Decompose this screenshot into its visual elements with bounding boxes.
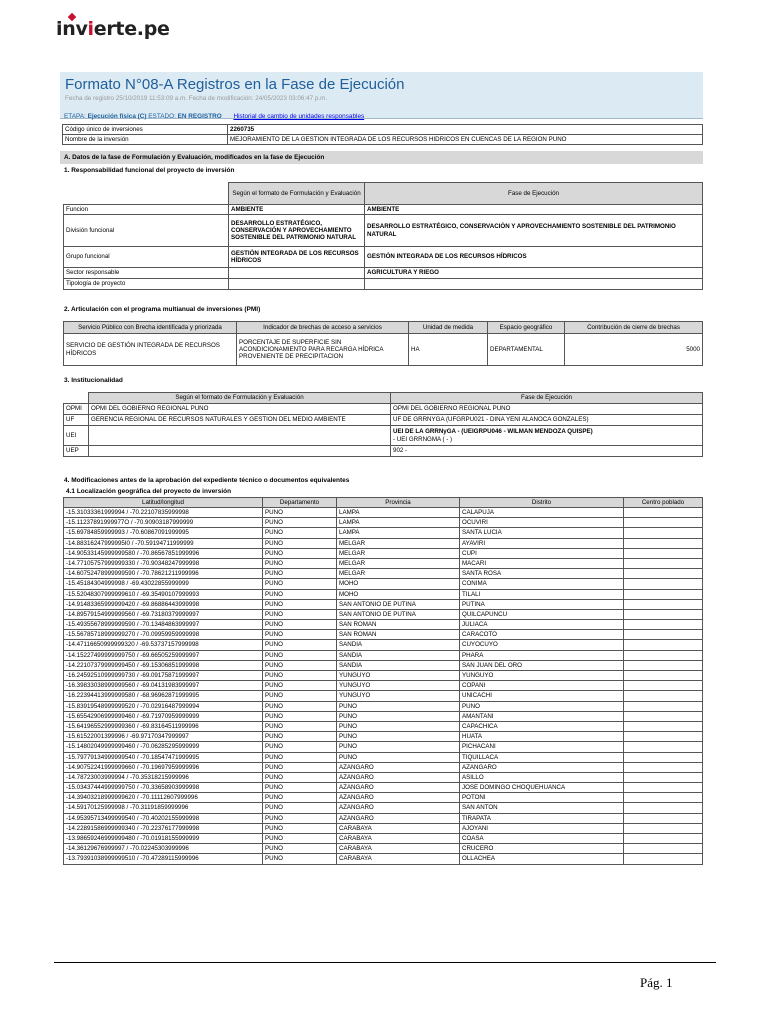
- loc-latlon: -14.47116650999999320 / -69.53737157999998: [64, 640, 263, 650]
- table-row: [64, 589, 703, 599]
- table-row: [64, 671, 703, 681]
- loc-departamento: PUNO: [263, 834, 337, 844]
- localizacion-rows: [64, 508, 703, 865]
- loc-latlon: -15.79779134999999540 / -70.18547471999995: [64, 752, 263, 762]
- table-row: [64, 844, 703, 854]
- loc-centro: [624, 681, 703, 691]
- table-row: [64, 681, 703, 691]
- logo-text-1: inv: [56, 18, 88, 40]
- loc-distrito: CALAPUJA: [460, 508, 624, 518]
- loc-centro: [624, 630, 703, 640]
- loc-provincia: AZANGARO: [337, 803, 460, 813]
- loc-centro: [624, 844, 703, 854]
- footer-rule: [54, 962, 716, 963]
- loc-centro: [624, 528, 703, 538]
- table-row: [64, 721, 703, 731]
- loc-latlon: -15.14802049999999460 / -70.06285295999999: [64, 742, 263, 752]
- loc-latlon: -14.22891586999999340 / -70.22376177999998: [64, 823, 263, 833]
- loc-latlon: -15.52048307999999610 / -69.35490107999993: [64, 589, 263, 599]
- etapa-line: [64, 113, 364, 120]
- loc-distrito: CUYOCUYO: [460, 640, 624, 650]
- loc-departamento: PUNO: [263, 609, 337, 619]
- table-row: [64, 752, 703, 762]
- loc-distrito: MACARI: [460, 558, 624, 568]
- loc-distrito: AYAVIRI: [460, 538, 624, 548]
- funcion-fe: AMBIENTE: [229, 205, 365, 215]
- loc-latlon: -14.88316247999995I0 / -70.59194711999999: [64, 538, 263, 548]
- table-row: [64, 813, 703, 823]
- estado-value: EN REGISTRO: [177, 113, 222, 120]
- loc-latlon: -15.65542906999999460 / -69.71970959999999: [64, 711, 263, 721]
- loc-distrito: AMANTANI: [460, 711, 624, 721]
- pmi-header-indicador: Indicador de brechas de acceso a servicios: [237, 322, 409, 334]
- table-row: [64, 803, 703, 813]
- table-row: [64, 579, 703, 589]
- loc-centro: [624, 803, 703, 813]
- loc-provincia: AZANGARO: [337, 762, 460, 772]
- table-row: [64, 599, 703, 609]
- loc-provincia: LAMPA: [337, 518, 460, 528]
- logo-text-2: erte.pe: [93, 18, 170, 40]
- division-ej: DESARROLLO ESTRATÉGICO, CONSERVACIÓN Y APROVECHAMIENTO SOSTENIBLE DEL PATRIMONIO NATURAL: [365, 215, 703, 247]
- historial-link[interactable]: Historial de cambio de unidades responsables: [233, 113, 365, 120]
- loc-latlon: -15.83919548999999520 / -70.02916487999994: [64, 701, 263, 711]
- loc-distrito: YUNGUYO: [460, 671, 624, 681]
- table-row: [64, 762, 703, 772]
- pmi-header-contribucion: Contribución de cierre de brechas: [565, 322, 703, 334]
- loc-latlon: -14.78723003999994 / -70.35318215999996: [64, 772, 263, 782]
- table-row: [64, 783, 703, 793]
- loc-departamento: PUNO: [263, 711, 337, 721]
- table-row: [64, 548, 703, 558]
- pmi-header-unidad: Unidad de medida: [409, 322, 488, 334]
- loc-centro: [624, 721, 703, 731]
- loc-provincia: CARABAYA: [337, 854, 460, 864]
- loc-centro: [624, 620, 703, 630]
- loc-header-centro: Centro poblado: [624, 498, 703, 508]
- invierte-logo[interactable]: [56, 18, 170, 40]
- section-a-bar: [60, 151, 703, 164]
- loc-departamento: PUNO: [263, 762, 337, 772]
- page-title: Formato N°08-A Registros en la Fase de Ejecución: [65, 76, 405, 93]
- loc-header-distrito: Distrito: [460, 498, 624, 508]
- table-row: [64, 660, 703, 670]
- loc-departamento: PUNO: [263, 701, 337, 711]
- opmi-fe: OPMI DEL GOBIERNO REGIONAL PUNO: [89, 404, 391, 415]
- loc-distrito: JOSE DOMINGO CHOQUEHUANCA: [460, 783, 624, 793]
- table-row: [64, 650, 703, 660]
- funcion-ej: AMBIENTE: [365, 205, 703, 215]
- loc-departamento: PUNO: [263, 579, 337, 589]
- loc-latlon: -14.77105757999999330 / -70.90348247999998: [64, 558, 263, 568]
- loc-latlon: -14.90533145999999580 / -70.86567851999996: [64, 548, 263, 558]
- loc-departamento: PUNO: [263, 681, 337, 691]
- loc-departamento: PUNO: [263, 721, 337, 731]
- col-ejecucion-header: Fase de Ejecución: [365, 183, 703, 205]
- loc-latlon: -14.95395713499999540 / -70.40202155999998: [64, 813, 263, 823]
- loc-departamento: PUNO: [263, 660, 337, 670]
- loc-departamento: PUNO: [263, 793, 337, 803]
- table-row: [64, 834, 703, 844]
- table-row: [64, 538, 703, 548]
- loc-departamento: PUNO: [263, 589, 337, 599]
- loc-provincia: AZANGARO: [337, 772, 460, 782]
- sector-fe: [229, 268, 365, 279]
- loc-distrito: CAPACHICA: [460, 721, 624, 731]
- loc-distrito: ASILLO: [460, 772, 624, 782]
- loc-latlon: -15.45184304999998 / -69.43022855999999: [64, 579, 263, 589]
- responsabilidad-table: [63, 182, 703, 290]
- loc-distrito: CARACOTO: [460, 630, 624, 640]
- loc-distrito: PUTINA: [460, 599, 624, 609]
- loc-distrito: COASA: [460, 834, 624, 844]
- loc-distrito: PICHACANI: [460, 742, 624, 752]
- loc-provincia: AZANGARO: [337, 813, 460, 823]
- format-header: [60, 72, 703, 119]
- loc-provincia: PUNO: [337, 742, 460, 752]
- loc-provincia: CARABAYA: [337, 844, 460, 854]
- loc-provincia: SAN ROMAN: [337, 620, 460, 630]
- loc-latlon: -14.22107379999999450 / -69.15306851999998: [64, 660, 263, 670]
- table-row: [64, 854, 703, 864]
- codigo-value: 2260735: [228, 125, 703, 135]
- grupo-fe: GESTIÓN INTEGRADA DE LOS RECURSOS HÍDRICOS: [229, 247, 365, 268]
- loc-latlon: -15.31033361999994 / -70.22107835999998: [64, 508, 263, 518]
- loc-latlon: -15.03437444999999750 / -70.33658903999998: [64, 783, 263, 793]
- table-row: [64, 558, 703, 568]
- loc-latlon: -15.49355678999999590 / -70.13484863999997: [64, 620, 263, 630]
- loc-departamento: PUNO: [263, 732, 337, 742]
- loc-distrito: CUPI: [460, 548, 624, 558]
- loc-provincia: PUNO: [337, 701, 460, 711]
- uei-label: UEI: [64, 426, 89, 446]
- loc-provincia: PUNO: [337, 711, 460, 721]
- loc-centro: [624, 508, 703, 518]
- loc-provincia: MELGAR: [337, 558, 460, 568]
- loc-provincia: MELGAR: [337, 569, 460, 579]
- loc-provincia: SANDIA: [337, 660, 460, 670]
- loc-provincia: PUNO: [337, 732, 460, 742]
- division-label: División funcional: [64, 215, 229, 247]
- loc-latlon: -14.60752478999999590 / -70.78621211999996: [64, 569, 263, 579]
- loc-distrito: TILALI: [460, 589, 624, 599]
- inst-header-ejecucion: Fase de Ejecución: [391, 393, 703, 404]
- loc-centro: [624, 854, 703, 864]
- table-row: [64, 630, 703, 640]
- loc-departamento: PUNO: [263, 508, 337, 518]
- table-row: [64, 732, 703, 742]
- loc-provincia: SAN ROMAN: [337, 630, 460, 640]
- page-number: Pág. 1: [640, 975, 673, 990]
- loc-centro: [624, 701, 703, 711]
- investment-id-table: [62, 124, 703, 145]
- loc-departamento: PUNO: [263, 823, 337, 833]
- loc-distrito: OCUVIRI: [460, 518, 624, 528]
- loc-provincia: AZANGARO: [337, 783, 460, 793]
- loc-departamento: PUNO: [263, 813, 337, 823]
- loc-centro: [624, 793, 703, 803]
- uei-ej: [391, 426, 703, 446]
- tipologia-ej: [365, 279, 703, 290]
- loc-departamento: PUNO: [263, 558, 337, 568]
- loc-provincia: YUNGUYO: [337, 681, 460, 691]
- loc-centro: [624, 569, 703, 579]
- sector-label: Sector responsable: [64, 268, 229, 279]
- loc-centro: [624, 772, 703, 782]
- loc-centro: [624, 589, 703, 599]
- codigo-label: Código único de inversiones: [63, 125, 228, 135]
- table-row: [64, 711, 703, 721]
- loc-distrito: PUNO: [460, 701, 624, 711]
- loc-latlon: -15.56785718999999270 / -70.09959959999998: [64, 630, 263, 640]
- section-4-title: 4. Modificaciones antes de la aprobación del expediente técnico o documentos equivalentes: [64, 477, 350, 484]
- loc-departamento: PUNO: [263, 528, 337, 538]
- table-row: [64, 742, 703, 752]
- loc-departamento: PUNO: [263, 772, 337, 782]
- loc-provincia: SAN ANTONIO DE PUTINA: [337, 599, 460, 609]
- loc-centro: [624, 752, 703, 762]
- uf-ej: UF DE GRRNYGA (UFGRPU021 - DINA YENI ALANOCA GONZALES): [391, 415, 703, 426]
- section-3-title: 3. Institucionalidad: [64, 377, 123, 384]
- loc-provincia: SAN ANTONIO DE PUTINA: [337, 609, 460, 619]
- loc-centro: [624, 834, 703, 844]
- loc-departamento: PUNO: [263, 671, 337, 681]
- etapa-value: Ejecución física (C): [87, 113, 147, 120]
- loc-centro: [624, 762, 703, 772]
- uep-ej: 902 -: [391, 446, 703, 457]
- loc-latlon: -14.15227499999999750 / -69.66505259999997: [64, 650, 263, 660]
- tipologia-label: Tipología de proyecto: [64, 279, 229, 290]
- pmi-espacio: DEPARTAMENTAL: [488, 334, 565, 366]
- loc-centro: [624, 783, 703, 793]
- loc-header-provincia: Provincia: [337, 498, 460, 508]
- table-row: [64, 518, 703, 528]
- loc-provincia: SANDIA: [337, 640, 460, 650]
- uei-ej-sub: - UEI GRRNGMA ( - ): [393, 435, 453, 443]
- uep-label: UEP: [64, 446, 89, 457]
- loc-distrito: TIRAPATA: [460, 813, 624, 823]
- funcion-label: Funcion: [64, 205, 229, 215]
- loc-distrito: TIQUILLACA: [460, 752, 624, 762]
- localizacion-table: [63, 497, 703, 865]
- pmi-table: [63, 321, 703, 366]
- loc-centro: [624, 599, 703, 609]
- pmi-contribucion: 5000: [565, 334, 703, 366]
- loc-provincia: MELGAR: [337, 538, 460, 548]
- pmi-indicador: PORCENTAJE DE SUPERFICIE SIN ACONDICIONAMIENTO PARA RECARGA HÍDRICA PROVENIENTE DE PRECIPITACION: [237, 334, 409, 366]
- table-row: [64, 528, 703, 538]
- loc-provincia: CARABAYA: [337, 823, 460, 833]
- opmi-label: OPMI: [64, 404, 89, 415]
- loc-departamento: PUNO: [263, 518, 337, 528]
- pmi-servicio: SERVICIO DE GESTIÓN INTEGRADA DE RECURSOS HÍDRICOS: [64, 334, 237, 366]
- loc-distrito: SAN JUAN DEL ORO: [460, 660, 624, 670]
- loc-latlon: -14.90752241999999660 / -70.19697959999996: [64, 762, 263, 772]
- loc-distrito: POTONI: [460, 793, 624, 803]
- nombre-value: MEJORAMIENTO DE LA GESTION INTEGRADA DE LOS RECURSOS HIDRICOS EN CUENCAS DE LA REGION PUNO: [228, 135, 703, 145]
- sector-ej: AGRICULTURA Y RIEGO: [365, 268, 703, 279]
- loc-centro: [624, 732, 703, 742]
- loc-provincia: CARABAYA: [337, 834, 460, 844]
- tipologia-fe: [229, 279, 365, 290]
- loc-centro: [624, 711, 703, 721]
- loc-distrito: AJOYANI: [460, 823, 624, 833]
- uei-ej-main: UEI DE LA GRRNyGA - (UEIGRPU046 - WILMAN MENDOZA QUISPE): [393, 428, 593, 436]
- loc-departamento: PUNO: [263, 783, 337, 793]
- loc-departamento: PUNO: [263, 630, 337, 640]
- loc-departamento: PUNO: [263, 538, 337, 548]
- loc-departamento: PUNO: [263, 742, 337, 752]
- loc-departamento: PUNO: [263, 650, 337, 660]
- loc-latlon: -14.36129676999997 / -70.02245303999996: [64, 844, 263, 854]
- table-row: [64, 569, 703, 579]
- loc-latlon: -13.79391038999999510 / -70.47289115999996: [64, 854, 263, 864]
- loc-centro: [624, 518, 703, 528]
- loc-provincia: LAMPA: [337, 508, 460, 518]
- loc-distrito: UNICACHI: [460, 691, 624, 701]
- loc-centro: [624, 671, 703, 681]
- loc-departamento: PUNO: [263, 803, 337, 813]
- loc-distrito: AZANGARO: [460, 762, 624, 772]
- loc-centro: [624, 691, 703, 701]
- logo-text-accent: i: [87, 18, 94, 40]
- loc-distrito: SANTA ROSA: [460, 569, 624, 579]
- uf-label: UF: [64, 415, 89, 426]
- loc-distrito: QUILCAPUNCU: [460, 609, 624, 619]
- loc-provincia: YUNGUYO: [337, 671, 460, 681]
- table-row: [64, 508, 703, 518]
- loc-distrito: CRUCERO: [460, 844, 624, 854]
- loc-latlon: -14.91483365999999420 / -69.86886443999998: [64, 599, 263, 609]
- loc-distrito: SAN ANTON: [460, 803, 624, 813]
- loc-provincia: YUNGUYO: [337, 691, 460, 701]
- loc-provincia: PUNO: [337, 752, 460, 762]
- loc-centro: [624, 558, 703, 568]
- loc-centro: [624, 609, 703, 619]
- loc-departamento: PUNO: [263, 844, 337, 854]
- table-row: [64, 609, 703, 619]
- loc-header-departamento: Departamento: [263, 498, 337, 508]
- loc-centro: [624, 538, 703, 548]
- loc-latlon: -14.59170125999998 / -70.31191859999996: [64, 803, 263, 813]
- loc-departamento: PUNO: [263, 691, 337, 701]
- estado-label: ESTADO:: [148, 113, 176, 120]
- col-formulacion-header: Según el formato de Formulación y Evaluación: [229, 183, 365, 205]
- grupo-ej: GESTIÓN INTEGRADA DE LOS RECURSOS HÍDRICOS: [365, 247, 703, 268]
- loc-provincia: LAMPA: [337, 528, 460, 538]
- loc-departamento: PUNO: [263, 569, 337, 579]
- loc-provincia: AZANGARO: [337, 793, 460, 803]
- loc-latlon: -16.39833038999999560 / -69.04131983999997: [64, 681, 263, 691]
- loc-centro: [624, 742, 703, 752]
- loc-centro: [624, 579, 703, 589]
- inst-header-formulacion: Según el formato de Formulación y Evaluación: [89, 393, 391, 404]
- loc-latlon: -16.24592510999999730 / -69.09175871999997: [64, 671, 263, 681]
- pmi-header-servicio: Servicio Público con Brecha identificada y priorizada: [64, 322, 237, 334]
- table-row: [64, 620, 703, 630]
- loc-centro: [624, 660, 703, 670]
- loc-centro: [624, 650, 703, 660]
- etapa-label: ETAPA:: [64, 113, 86, 120]
- loc-centro: [624, 640, 703, 650]
- loc-departamento: PUNO: [263, 854, 337, 864]
- loc-provincia: MELGAR: [337, 548, 460, 558]
- loc-latlon: -14.89579154999999560 / -69.73180379999997: [64, 609, 263, 619]
- loc-departamento: PUNO: [263, 620, 337, 630]
- table-row: [64, 701, 703, 711]
- loc-distrito: COPANI: [460, 681, 624, 691]
- uep-fe: [89, 446, 391, 457]
- record-dates: Fecha de registro 25/10/2019 11:53:09 a.m. Fecha de modificación: 24/05/2023 03:06:47 p.m.: [65, 95, 328, 102]
- loc-latlon: -15.64196552999999360 / -69.83164511999996: [64, 721, 263, 731]
- loc-latlon: -15.69784859999993 / -70.60867091999995: [64, 528, 263, 538]
- table-row: [64, 691, 703, 701]
- loc-distrito: OLLACHEA: [460, 854, 624, 864]
- loc-latlon: -13.98659246999999480 / -70.01918155999999: [64, 834, 263, 844]
- loc-distrito: PHARA: [460, 650, 624, 660]
- loc-provincia: MOHO: [337, 589, 460, 599]
- loc-provincia: PUNO: [337, 721, 460, 731]
- division-fe: DESARROLLO ESTRATÉGICO, CONSERVACIÓN Y APROVECHAMIENTO SOSTENIBLE DEL PATRIMONIO NATURAL: [229, 215, 365, 247]
- institucionalidad-table: [63, 392, 703, 457]
- loc-header-latlon: Latitud/longitud: [64, 498, 263, 508]
- loc-latlon: -15.11237891999977O / -70.90903187999999: [64, 518, 263, 528]
- loc-latlon: -14.39403218999999620 / -70.11112607999996: [64, 793, 263, 803]
- table-row: [64, 823, 703, 833]
- section-1-title: 1. Responsabilidad funcional del proyecto de inversión: [64, 167, 235, 174]
- pmi-unidad: HA: [409, 334, 488, 366]
- loc-centro: [624, 548, 703, 558]
- loc-distrito: SANTA LUCIA: [460, 528, 624, 538]
- uf-fe: GERENCIA REGIONAL DE RECURSOS NATURALES Y GESTION DEL MEDIO AMBIENTE: [89, 415, 391, 426]
- loc-distrito: HUATA: [460, 732, 624, 742]
- loc-departamento: PUNO: [263, 640, 337, 650]
- loc-departamento: PUNO: [263, 548, 337, 558]
- loc-provincia: SANDIA: [337, 650, 460, 660]
- uei-fe: [89, 426, 391, 446]
- pmi-header-espacio: Espacio geográfico: [488, 322, 565, 334]
- table-row: [64, 793, 703, 803]
- nombre-label: Nombre de la inversión: [63, 135, 228, 145]
- loc-departamento: PUNO: [263, 599, 337, 609]
- loc-latlon: -15.61522001399996 / -69.97170347999997: [64, 732, 263, 742]
- section-4-1-title: 4.1 Localización geográfica del proyecto de inversión: [66, 488, 232, 495]
- loc-provincia: MOHO: [337, 579, 460, 589]
- table-row: [64, 640, 703, 650]
- section-2-title: 2. Articulación con el programa multianual de inversiones (PMI): [64, 306, 261, 313]
- loc-departamento: PUNO: [263, 752, 337, 762]
- opmi-ej: OPMI DEL GOBIERNO REGIONAL PUNO: [391, 404, 703, 415]
- section-a-title: A. Datos de la fase de Formulación y Evaluación, modificados en la fase de Ejecución: [64, 154, 325, 161]
- loc-distrito: CONIMA: [460, 579, 624, 589]
- loc-centro: [624, 813, 703, 823]
- grupo-label: Grupo funcional: [64, 247, 229, 268]
- loc-latlon: -16.22394413999999580 / -68.96962871999995: [64, 691, 263, 701]
- table-row: [64, 772, 703, 782]
- loc-distrito: JULIACA: [460, 620, 624, 630]
- loc-centro: [624, 823, 703, 833]
